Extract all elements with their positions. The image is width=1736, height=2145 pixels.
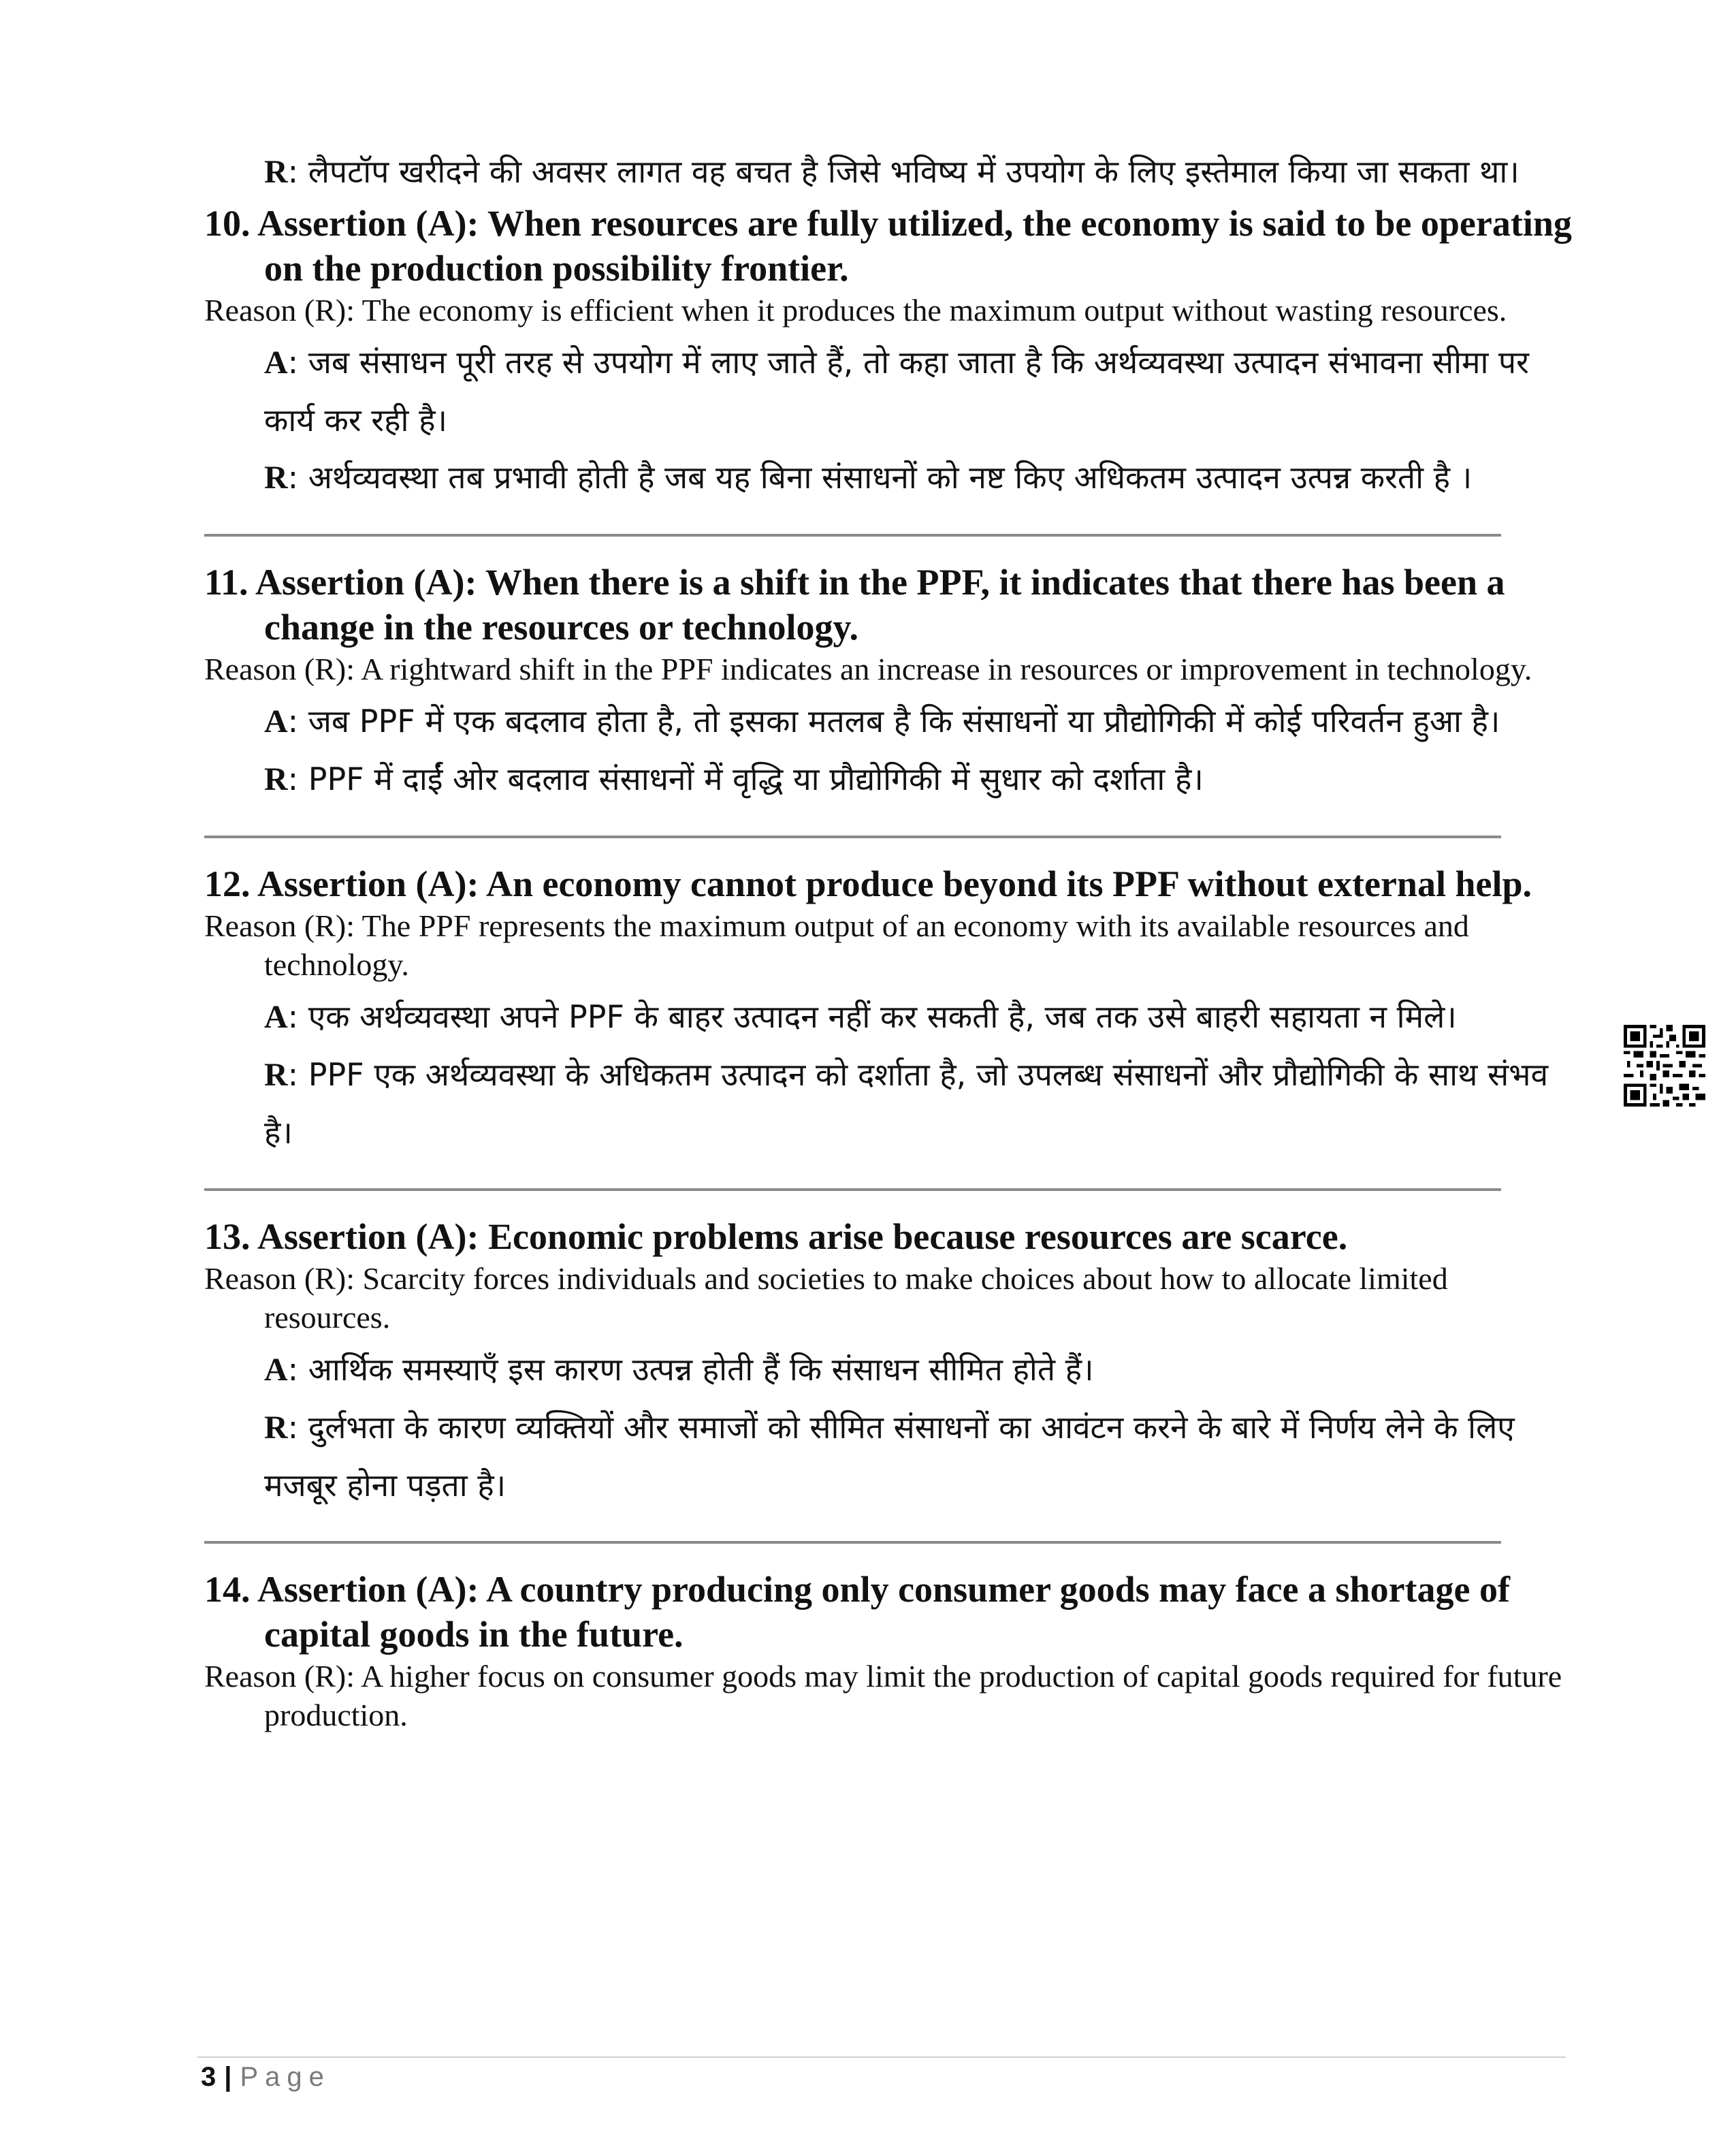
r-label: R (264, 460, 288, 496)
a-hindi-text: : आर्थिक समस्याएँ इस कारण उत्पन्न होती हैं कि संसाधन सीमित होते हैं। (287, 1351, 1094, 1388)
hindi-translation (264, 988, 1579, 1161)
hindi-assertion (264, 334, 1579, 449)
r-hindi-text: : PPF में दाईं ओर बदलाव संसाधनों में वृद्धि या प्रौद्योगिकी में सुधार को दर्शाता है। (287, 761, 1204, 797)
hindi-translation (264, 334, 1579, 507)
hindi-assertion (264, 1341, 1579, 1399)
page-number: 3 (201, 2062, 216, 2092)
a-label: A (264, 999, 288, 1035)
reason-text: Reason (R): Scarcity forces individuals and societies to make choices about how to allocate limited resources. (204, 1261, 1448, 1335)
hindi-reason (264, 449, 1579, 507)
qr-code-icon (1624, 1025, 1705, 1107)
divider (204, 534, 1501, 537)
question-10 (204, 201, 1579, 507)
divider (204, 1541, 1501, 1544)
hindi-reason (264, 1046, 1579, 1161)
hindi-assertion (264, 988, 1579, 1046)
r-hindi-text: : PPF एक अर्थव्यवस्था के अधिकतम उत्पादन को दर्शाता है, जो उपलब्ध संसाधनों और प्रौद्योगिकी के साथ संभव है। (264, 1056, 1549, 1151)
reason-text: Reason (R): The economy is efficient when it produces the maximum output without wasting resources. (204, 293, 1507, 328)
footer-divider (197, 2056, 1566, 2058)
previous-reason-hindi (264, 143, 1579, 201)
assertion-heading: 11. Assertion (A): When there is a shift in the PPF, it indicates that there has been a change in the resources or technology. (204, 562, 1505, 648)
hindi-assertion (264, 693, 1579, 750)
r-label: R (264, 1410, 288, 1446)
divider (204, 836, 1501, 838)
r-hindi-text: : दुर्लभता के कारण व्यक्तियों और समाजों को सीमित संसाधनों का आवंटन करने के बारे में निर्णय लेने के लिए मजबूर होना पड़ता है। (264, 1409, 1515, 1504)
hindi-reason (264, 1399, 1579, 1514)
page-label: Page (240, 2062, 331, 2092)
hindi-reason (264, 750, 1579, 808)
hindi-translation (264, 1341, 1579, 1514)
r-hindi-text: : लैपटॉप खरीदने की अवसर लागत वह बचत है जिसे भविष्य में उपयोग के लिए इस्तेमाल किया जा सकता था। (287, 153, 1520, 190)
question-13 (204, 1214, 1579, 1514)
assertion-heading: 12. Assertion (A): An economy cannot produce beyond its PPF without external help. (204, 863, 1532, 904)
a-hindi-text: : जब संसाधन पूरी तरह से उपयोग में लाए जाते हैं, तो कहा जाता है कि अर्थव्यवस्था उत्पादन संभावना सीमा पर कार्य कर रही है। (264, 344, 1529, 439)
a-label: A (264, 1352, 288, 1388)
reason-text: Reason (R): A rightward shift in the PPF indicates an increase in resources or improvement in technology. (204, 652, 1532, 686)
a-hindi-text: : जब PPF में एक बदलाव होता है, तो इसका मतलब है कि संसाधनों या प्रौद्योगिकी में कोई परिवर्तन हुआ है। (287, 703, 1500, 740)
r-label: R (264, 1057, 288, 1093)
question-11 (204, 560, 1579, 808)
r-label: R (264, 154, 288, 190)
reason-text: Reason (R): A higher focus on consumer goods may limit the production of capital goods required for future production. (204, 1659, 1562, 1732)
footer-separator: | (224, 2062, 232, 2092)
assertion-heading: 13. Assertion (A): Economic problems arise because resources are scarce. (204, 1216, 1348, 1257)
r-hindi-text: : अर्थव्यवस्था तब प्रभावी होती है जब यह बिना संसाधनों को नष्ट किए अधिकतम उत्पादन उत्पन्न करती है । (287, 459, 1473, 496)
a-label: A (264, 703, 288, 740)
a-hindi-text: : एक अर्थव्यवस्था अपने PPF के बाहर उत्पादन नहीं कर सकती है, जब तक उसे बाहरी सहायता न मिले। (287, 998, 1457, 1035)
question-14 (204, 1567, 1579, 1734)
assertion-heading: 14. Assertion (A): A country producing only consumer goods may face a shortage of capital goods in the future. (204, 1569, 1510, 1655)
r-label: R (264, 761, 288, 797)
page-content (204, 143, 1579, 1738)
reason-text: Reason (R): The PPF represents the maximum output of an economy with its available resources and technology. (204, 908, 1469, 982)
divider (204, 1188, 1501, 1191)
assertion-heading: 10. Assertion (A): When resources are fully utilized, the economy is said to be operating on the production possibility frontier. (204, 203, 1572, 289)
page-footer (201, 2062, 331, 2093)
hindi-translation (264, 693, 1579, 808)
a-label: A (264, 345, 288, 381)
question-12 (204, 861, 1579, 1161)
